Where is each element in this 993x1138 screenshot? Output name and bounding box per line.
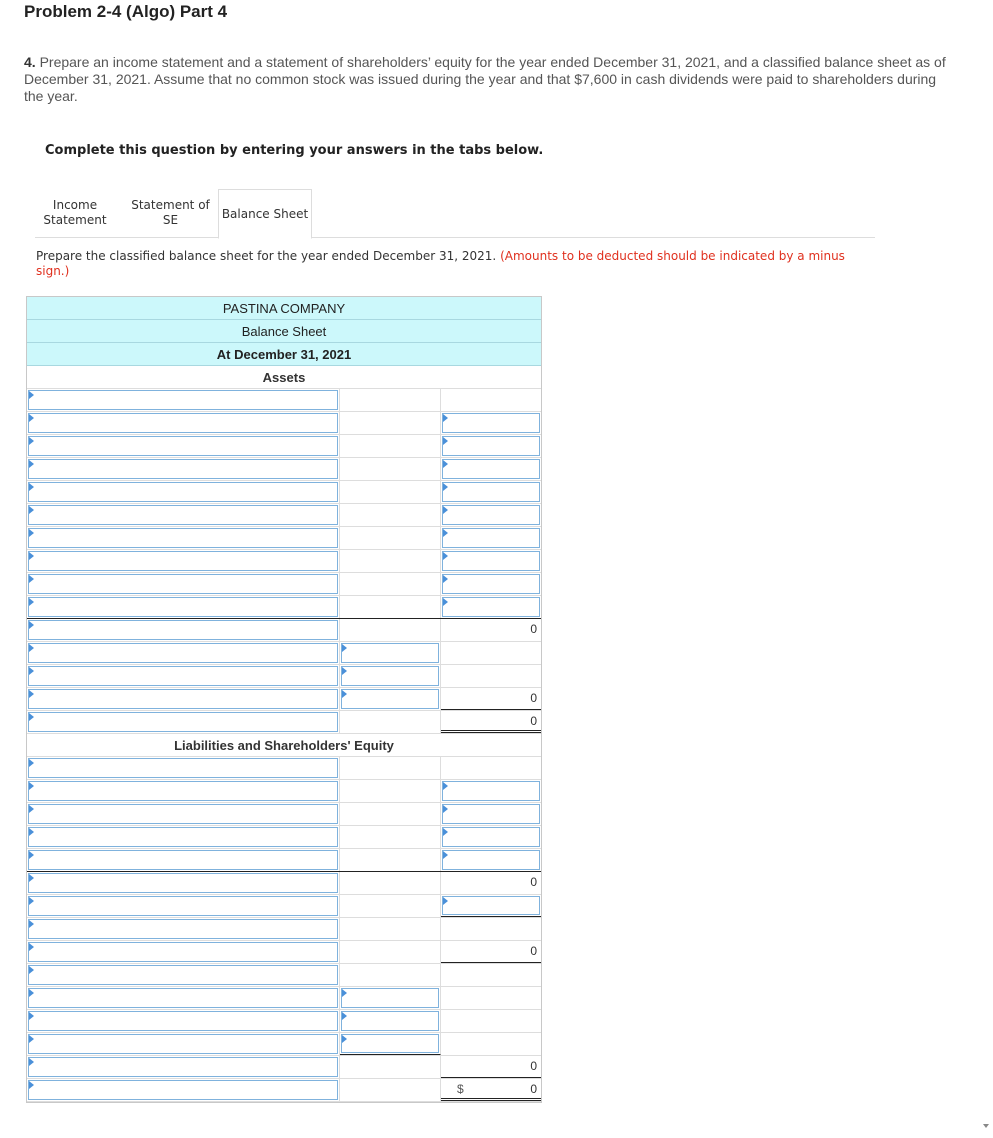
amount-input[interactable]: [341, 666, 439, 686]
amount-input[interactable]: [442, 896, 540, 915]
account-input[interactable]: [28, 620, 338, 640]
account-input[interactable]: [28, 1011, 338, 1031]
amount-input[interactable]: [341, 1034, 439, 1053]
table-row: [27, 573, 541, 596]
table-row: [27, 389, 541, 412]
account-input[interactable]: [28, 551, 338, 571]
table-row: [27, 412, 541, 435]
amount-input[interactable]: [341, 689, 439, 709]
account-input[interactable]: [28, 643, 338, 663]
table-row: [27, 550, 541, 573]
dollar-sign: $: [457, 1082, 464, 1096]
account-input[interactable]: [28, 390, 338, 410]
table-row: [27, 642, 541, 665]
account-input[interactable]: [28, 965, 338, 985]
account-input[interactable]: [28, 436, 338, 456]
table-row: [27, 780, 541, 803]
account-input[interactable]: [28, 689, 338, 709]
amount-input[interactable]: [442, 804, 540, 824]
tab-income-statement[interactable]: [35, 189, 115, 237]
current-liabilities-total: 0: [530, 875, 537, 889]
amount-input[interactable]: [341, 643, 439, 663]
problem-body: Prepare an income statement and a statement of shareholders’ equity for the year ended December 31, 2021, and a classified balance sheet as of December 31, 2021. Assume that no common stock was issued during the year and that $7,600 in cash dividends were paid to shareholders during the year.: [24, 54, 946, 104]
account-input[interactable]: [28, 1057, 338, 1077]
total-liabilities: 0: [530, 944, 537, 958]
table-row: [27, 481, 541, 504]
tab-label: Statement of: [131, 198, 210, 212]
table-row: [27, 895, 541, 918]
problem-number: 4.: [24, 54, 36, 70]
amount-input[interactable]: [442, 781, 540, 801]
table-row: [27, 1079, 541, 1102]
balance-sheet-form: [26, 296, 542, 1103]
account-input[interactable]: [28, 942, 338, 962]
tab-statement-of-se[interactable]: [123, 189, 218, 237]
table-row: [27, 987, 541, 1010]
account-input[interactable]: [28, 666, 338, 686]
current-assets-total: 0: [530, 622, 537, 636]
tab-balance-sheet[interactable]: [218, 189, 312, 239]
account-input[interactable]: [28, 1080, 338, 1100]
account-input[interactable]: [28, 988, 338, 1008]
amount-input[interactable]: [442, 413, 540, 433]
prep-text: Prepare the classified balance sheet for the year ended December 31, 2021.: [36, 249, 497, 263]
page-title: Problem 2-4 (Algo) Part 4: [24, 2, 228, 21]
account-input[interactable]: [28, 804, 338, 824]
account-input[interactable]: [28, 574, 338, 594]
table-row: [27, 849, 541, 872]
table-row: [27, 688, 541, 711]
total-liabilities-and-equity: 0: [530, 1082, 537, 1096]
prep-note: (Amounts to be deducted should be indicated by a minus sign.): [36, 249, 845, 278]
account-input[interactable]: [28, 873, 338, 893]
amount-input[interactable]: [442, 827, 540, 847]
total-assets: 0: [530, 714, 537, 728]
tab-label: Income: [52, 198, 98, 212]
account-input[interactable]: [28, 827, 338, 847]
tab-label: Balance Sheet: [221, 206, 309, 221]
table-row: [27, 458, 541, 481]
amount-input[interactable]: [442, 850, 540, 870]
account-input[interactable]: [28, 597, 338, 617]
statement-name: Balance Sheet: [27, 320, 541, 343]
statement-date: At December 31, 2021: [27, 343, 541, 366]
liabilities-heading: Liabilities and Shareholders' Equity: [27, 734, 541, 757]
table-row: [27, 1033, 541, 1056]
table-row: [27, 665, 541, 688]
problem-text: [24, 54, 959, 105]
account-input[interactable]: [28, 919, 338, 939]
tab-label: SE: [162, 213, 179, 227]
amount-input[interactable]: [341, 988, 439, 1008]
table-row: [27, 803, 541, 826]
account-input[interactable]: [28, 850, 338, 870]
company-name: PASTINA COMPANY: [27, 297, 541, 320]
table-row: [27, 1056, 541, 1079]
amount-input[interactable]: [442, 505, 540, 525]
table-row: [27, 757, 541, 780]
account-input[interactable]: [28, 528, 338, 548]
table-row: [27, 826, 541, 849]
table-row: [27, 596, 541, 619]
account-input[interactable]: [28, 505, 338, 525]
table-row: [27, 619, 541, 642]
account-input[interactable]: [28, 712, 338, 732]
noncurrent-total: 0: [530, 691, 537, 705]
table-row: [27, 1010, 541, 1033]
table-row: [27, 435, 541, 458]
amount-input[interactable]: [442, 551, 540, 571]
table-row: [27, 872, 541, 895]
account-input[interactable]: [28, 482, 338, 502]
table-row: [27, 527, 541, 550]
table-row: [27, 918, 541, 941]
amount-input[interactable]: [341, 1011, 439, 1031]
amount-input[interactable]: [442, 597, 540, 617]
amount-input[interactable]: [442, 528, 540, 548]
amount-input[interactable]: [442, 436, 540, 456]
account-input[interactable]: [28, 758, 338, 778]
prep-instruction: [36, 249, 876, 279]
assets-heading: Assets: [27, 366, 541, 389]
total-shareholders-equity: 0: [530, 1059, 537, 1073]
account-input[interactable]: [28, 459, 338, 479]
table-row: [27, 504, 541, 527]
instruction: Complete this question by entering your answers in the tabs below.: [45, 143, 544, 158]
account-input[interactable]: [28, 781, 338, 801]
account-input[interactable]: [28, 413, 338, 433]
amount-input[interactable]: [442, 482, 540, 502]
scroll-down-icon[interactable]: [983, 1124, 989, 1128]
account-input[interactable]: [28, 896, 338, 916]
account-input[interactable]: [28, 1034, 338, 1054]
tab-bar: [35, 189, 875, 238]
amount-input[interactable]: [442, 574, 540, 594]
table-row: [27, 711, 541, 734]
table-row: [27, 941, 541, 964]
tab-label: Statement: [43, 213, 107, 227]
amount-input[interactable]: [442, 459, 540, 479]
table-row: [27, 964, 541, 987]
